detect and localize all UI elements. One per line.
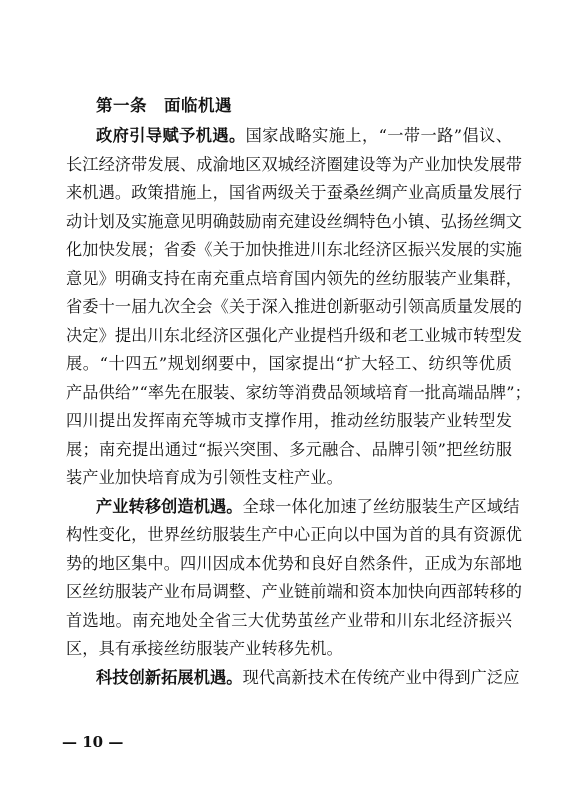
paragraph-text: 全球一体化加速了丝纺服装生产区域结 bbox=[242, 496, 520, 516]
paragraph-line: 来机遇。政策措施上，国省两级关于蚕桑丝绸产业高质量发展行 bbox=[66, 183, 523, 202]
body-text bbox=[66, 122, 531, 692]
paragraph-text: 现代高新技术在传统产业中得到广泛应 bbox=[242, 667, 520, 687]
paragraph-lead: 政府引导赋予机遇。 bbox=[96, 126, 246, 145]
paragraph-lead: 科技创新拓展机遇。 bbox=[96, 667, 243, 687]
paragraph-line: 展；南充提出通过“振兴突围、多元融合、品牌引领”把丝纺服 bbox=[66, 439, 512, 459]
paragraph-line bbox=[66, 664, 520, 693]
paragraph-line: 装产业加快培育成为引领性支柱产业。 bbox=[66, 468, 343, 487]
paragraph-line: 四川提出发挥南充等城市支撑作用，推动丝纺服装产业转型发 bbox=[66, 411, 512, 430]
paragraph-line bbox=[66, 493, 520, 522]
paragraph-line: 构性变化，世界丝纺服装生产中心正向以中国为首的具有资源优 bbox=[66, 525, 523, 544]
paragraph-lead: 产业转移创造机遇。 bbox=[96, 496, 243, 516]
paragraph-line: 意见》明确支持在南充重点培育国内领先的丝纺服装产业集群， bbox=[66, 268, 523, 288]
paragraph-line: 省委十一届九次全会《关于深入推进创新驱动引领高质量发展的 bbox=[66, 297, 523, 316]
paragraph-line: 展。“十四五”规划纲要中，国家提出“扩大轻工、纺织等优质 bbox=[66, 354, 512, 373]
section-heading: 第一条 面临机遇 bbox=[96, 96, 232, 115]
paragraph-line: 势的地区集中。四川因成本优势和良好自然条件，正成为东部地 bbox=[66, 553, 523, 573]
page-number: — 10 — bbox=[62, 733, 124, 751]
paragraph-line: 决定》提出川东北经济区强化产业提档升级和老工业城市转型发 bbox=[66, 325, 523, 345]
paragraph-line: 首选地。南充地处全省三大优势茧丝产业带和川东北经济振兴 bbox=[66, 610, 512, 630]
paragraph-line: 区丝纺服装产业布局调整、产业链前端和资本加快向西部转移的 bbox=[66, 582, 523, 601]
paragraph-line bbox=[66, 122, 512, 151]
paragraph-text: 国家战略实施上，“一带一路”倡议、 bbox=[245, 126, 512, 145]
paragraph-line: 动计划及实施意见明确鼓励南充建设丝绸特色小镇、弘扬丝绸文 bbox=[66, 211, 523, 231]
paragraph-line: 化加快发展；省委《关于加快推进川东北经济区振兴发展的实施 bbox=[66, 240, 523, 259]
paragraph-line: 产品供给”“率先在服装、家纺等消费品领域培育一批高端品牌”； bbox=[66, 382, 531, 402]
paragraph-line: 长江经济带发展、成渝地区双城经济圈建设等为产业加快发展带 bbox=[66, 154, 523, 174]
paragraph-line: 区，具有承接丝纺服装产业转移先机。 bbox=[66, 639, 343, 658]
